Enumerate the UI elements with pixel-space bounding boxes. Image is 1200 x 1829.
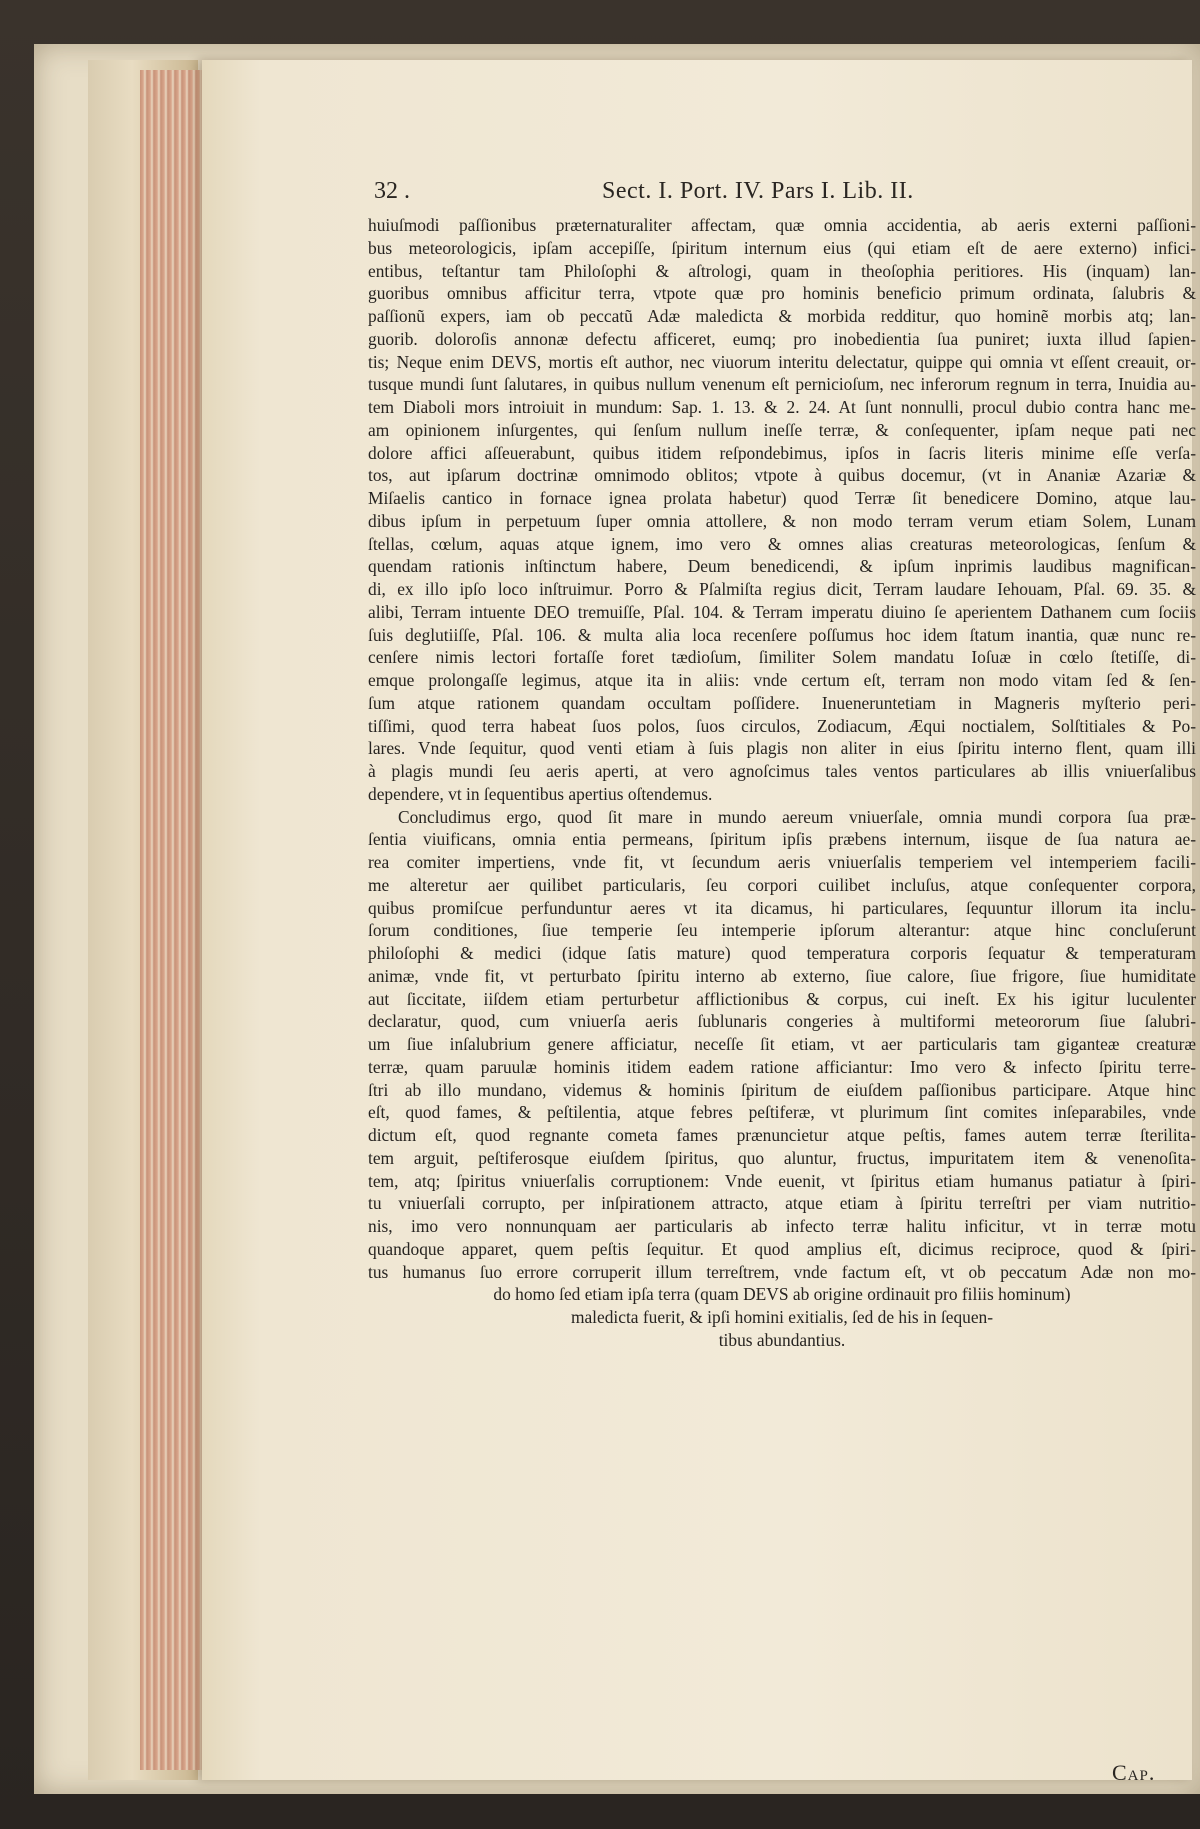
text-line: do homo ſed etiam ipſa terra (quam DEVS ab origine ordinauit pro filiis hominum) <box>493 1284 1071 1305</box>
text-line: dolore affici aſſeuerabunt, quibus itidem reſpondebimus, ipſos in ſacris literis minime eſſe verſa- <box>368 442 1196 463</box>
text-line: ſorum conditiones, ſiue temperie ſeu intemperie ipſorum alterantur: atque hinc concluſerunt <box>368 920 1196 941</box>
text-line: tis; Neque enim DEVS, mortis eſt author, nec viuorum interitu delectatur, quippe qui omnia vt eſſent creauit, or- <box>368 351 1196 372</box>
text-line: quendam rationis inſtinctum habere, Deum benedicendi, & ipſum inprimis laudibus magnifican- <box>368 556 1196 577</box>
text-line: tus humanus ſuo errore corruperit illum terreſtrem, vnde factum eſt, vt ob peccatum Adæ non mo- <box>368 1261 1196 1282</box>
page-paper <box>202 60 1196 1785</box>
text-line: rea comiter impertiens, vnde fit, vt ſecundum aeris vniuerſalis temperiem vel intemperiem facili- <box>368 852 1196 872</box>
text-line: tusque mundi ſunt ſalutares, in quibus nullum venenum eſt pernicioſum, nec inferorum regnum in terra, Inuidia au- <box>368 374 1196 395</box>
text-line: quibus promiſcue perfunduntur aeres vt ita dicamus, hi particulares, ſequuntur illorum ita inclu- <box>368 897 1196 918</box>
page-number: 32 . <box>374 178 410 204</box>
text-line: tu vniuerſali corrupto, per inſpirationem attracto, atque etiam à ſpiritu terreſtri per viam nutritio- <box>368 1193 1196 1214</box>
text-line: tiſſimi, quod terra habeat ſuos polos, ſuos circulos, Zodiacum, Æqui noctialem, Solſtitiales & Po- <box>368 715 1196 736</box>
text-line: guorib. doloroſis annonæ defectu afficeret, eumq; pro inobedientia ſua puniret; iuxta illud ſapien- <box>368 328 1196 349</box>
text-line: nis, imo vero nonnunquam aer particularis ab infecto terræ halitu inficitur, vt in terræ motu <box>368 1216 1196 1236</box>
text-line: paſſionũ expers, iam ob peccatũ Adæ maledicta & morbida redditur, quo hominẽ morbis atq; lan- <box>368 306 1196 326</box>
text-line: bus meteorologicis, ipſam accepiſſe, ſpiritum internum eius (qui etiam eſt de aere externo) infici- <box>368 237 1196 258</box>
text-line: ſentia viuificans, omnia entia permeans, ſpiritum ipſis præbens internum, iisque de ſua natura ae- <box>368 829 1196 850</box>
text-line: tem Diaboli mors introiuit in mundum: Sap. 1. 13. & 2. 24. At ſunt nonnulli, procul dubio contra hanc me- <box>368 397 1196 417</box>
text-line: me alteretur aer quilibet particularis, ſeu corpori cuilibet incluſus, atque conſequenter corpora, <box>368 874 1196 895</box>
text-line: eſt, quod fames, & peſtilentia, atque febres peſtiferæ, vt plurimum ſint comites inſeparabiles, vnde <box>368 1102 1196 1123</box>
catchword: Cap. <box>1112 1760 1156 1785</box>
text-line: Miſaelis cantico in fornace ignea prolata habetur) quod Terræ ſit benedicere Domino, atque lau- <box>368 488 1196 508</box>
text-line: guoribus omnibus afficitur terra, vtpote quæ pro hominis beneficio primum ordinata, ſalubris & <box>368 283 1196 304</box>
text-line: à plagis mundi ſeu aeris aperti, at vero agnoſcimus tales ventos particulares ab illis vniuerſalibus <box>368 761 1196 781</box>
text-line: quandoque apparet, quem peſtis ſequitur. Et quod amplius eſt, dicimus reciproce, quod & ſpiri- <box>368 1238 1196 1259</box>
text-line: aut ſiccitate, iiſdem etiam perturbetur afflictionibus & corpus, cui ineſt. Ex his igitur luculenter <box>368 988 1196 1009</box>
text-line: ſum atque rationem quandam occultam poſſidere. Inueneruntetiam in Magneris myſterio peri- <box>368 692 1196 713</box>
text-line: Concludimus ergo, quod ſit mare in mundo aereum vniuerſale, omnia mundi corpora ſua præ- <box>398 806 1196 827</box>
text-line: philoſophi & medici (idque ſatis mature) quod temperatura corporis ſequatur & temperaturam <box>368 943 1196 963</box>
text-line: terræ, quam paruulæ hominis itidem eadem ratione afficiantur: Imo vero & infecto ſpiritu terre- <box>368 1056 1196 1077</box>
text-line: dependere, vt in ſequentibus apertius oſtendemus. <box>368 783 713 804</box>
text-line: entibus, teſtantur tam Philoſophi & aſtrologi, quam in theoſophia peritiores. His (inquam) lan- <box>368 260 1196 281</box>
text-line: tem, atq; ſpiritus vniuerſalis corruptionem: Vnde euenit, vt ſpiritus etiam humanus patiatur à ſpiri- <box>368 1170 1196 1191</box>
text-line: emque prolongaſſe legimus, atque ita in aliis: vnde certum eſt, terram non modo vitam ſed & ſen- <box>368 670 1196 690</box>
text-line: alibi, Terram intuente DEO tremuiſſe, Pſal. 104. & Terram imperatu diuino ſe aperientem Dathanem cum ſociis <box>368 601 1196 622</box>
body-text <box>368 214 1196 1352</box>
text-line: lares. Vnde ſequitur, quod venti etiam à ſuis plagis non aliter in eius ſpiritu interno flent, quam illi <box>368 738 1196 759</box>
running-title: Sect. I. Port. IV. Pars I. Lib. II. <box>602 178 914 204</box>
text-line: am opinionem inſurgentes, qui ſenſum nullum ineſſe terræ, & conſequenter, ipſam neque pati nec <box>368 419 1196 440</box>
text-line: di, ex illo ipſo loco inſtruimur. Porro & Pſalmiſta regius dicit, Terram laudare Iehouam, Pſal. 69. 35. & <box>368 579 1196 599</box>
text-line: dibus ipſum in perpetuum ſuper omnia attollere, & non modo terram verum etiam Solem, Lunam <box>368 510 1196 531</box>
text-line: tem arguit, peſtiferosque eiuſdem ſpiritus, quo aluntur, fructus, impuritatem item & venenoſita- <box>368 1147 1196 1168</box>
text-line: tibus abundantius. <box>718 1329 846 1350</box>
text-line: um ſiue inſalubrium genere afficiatur, neceſſe ſit etiam, vt aer particularis tam giganteæ creaturæ <box>368 1034 1196 1054</box>
text-line: ſtri ab illo mundano, videmus & hominis ſpiritum de eiuſdem paſſionibus participare. Atque hinc <box>368 1079 1196 1100</box>
text-line: tos, aut ipſarum doctrinæ omnimodo oblitos; vtpote à quibus docemur, (vt in Ananiæ Azariæ & <box>368 465 1196 486</box>
text-line: ſtellas, cœlum, aquas atque ignem, imo vero & omnes alias creaturas meteorologicas, ſenſum & <box>368 533 1196 554</box>
text-line: declaratur, quod, cum vniuerſa aeris ſublunaris congeries à multiformi meteororum ſiue ſalubri- <box>368 1011 1196 1032</box>
page-header <box>374 178 1194 208</box>
page-edges <box>140 70 202 1770</box>
text-line: animæ, vnde fit, vt perturbato ſpiritu interno ab externo, ſiue calore, ſiue frigore, ſiue humiditate <box>368 965 1196 986</box>
text-line: maledicta fuerit, & ipſi homini exitialis, ſed de his in ſequen- <box>570 1307 994 1327</box>
text-line: dictum eſt, quod regnante cometa fames prænuncietur atque peſtis, fames autem terræ ſterilita- <box>368 1125 1196 1145</box>
text-line: cenſere nimis lectori fortaſſe foret tædioſum, ſimiliter Solem mandatu Ioſuæ in cœlo ſtetiſſe, di- <box>368 647 1196 668</box>
text-line: ſuis deglutiiſſe, Pſal. 106. & multa alia loca recenſere poſſumus hoc idem ſtatum inantia, quæ nunc re- <box>368 624 1196 645</box>
text-line: huiuſmodi paſſionibus præternaturaliter affectam, quæ omnia accidentia, ab aeris externi paſſioni- <box>368 215 1196 235</box>
